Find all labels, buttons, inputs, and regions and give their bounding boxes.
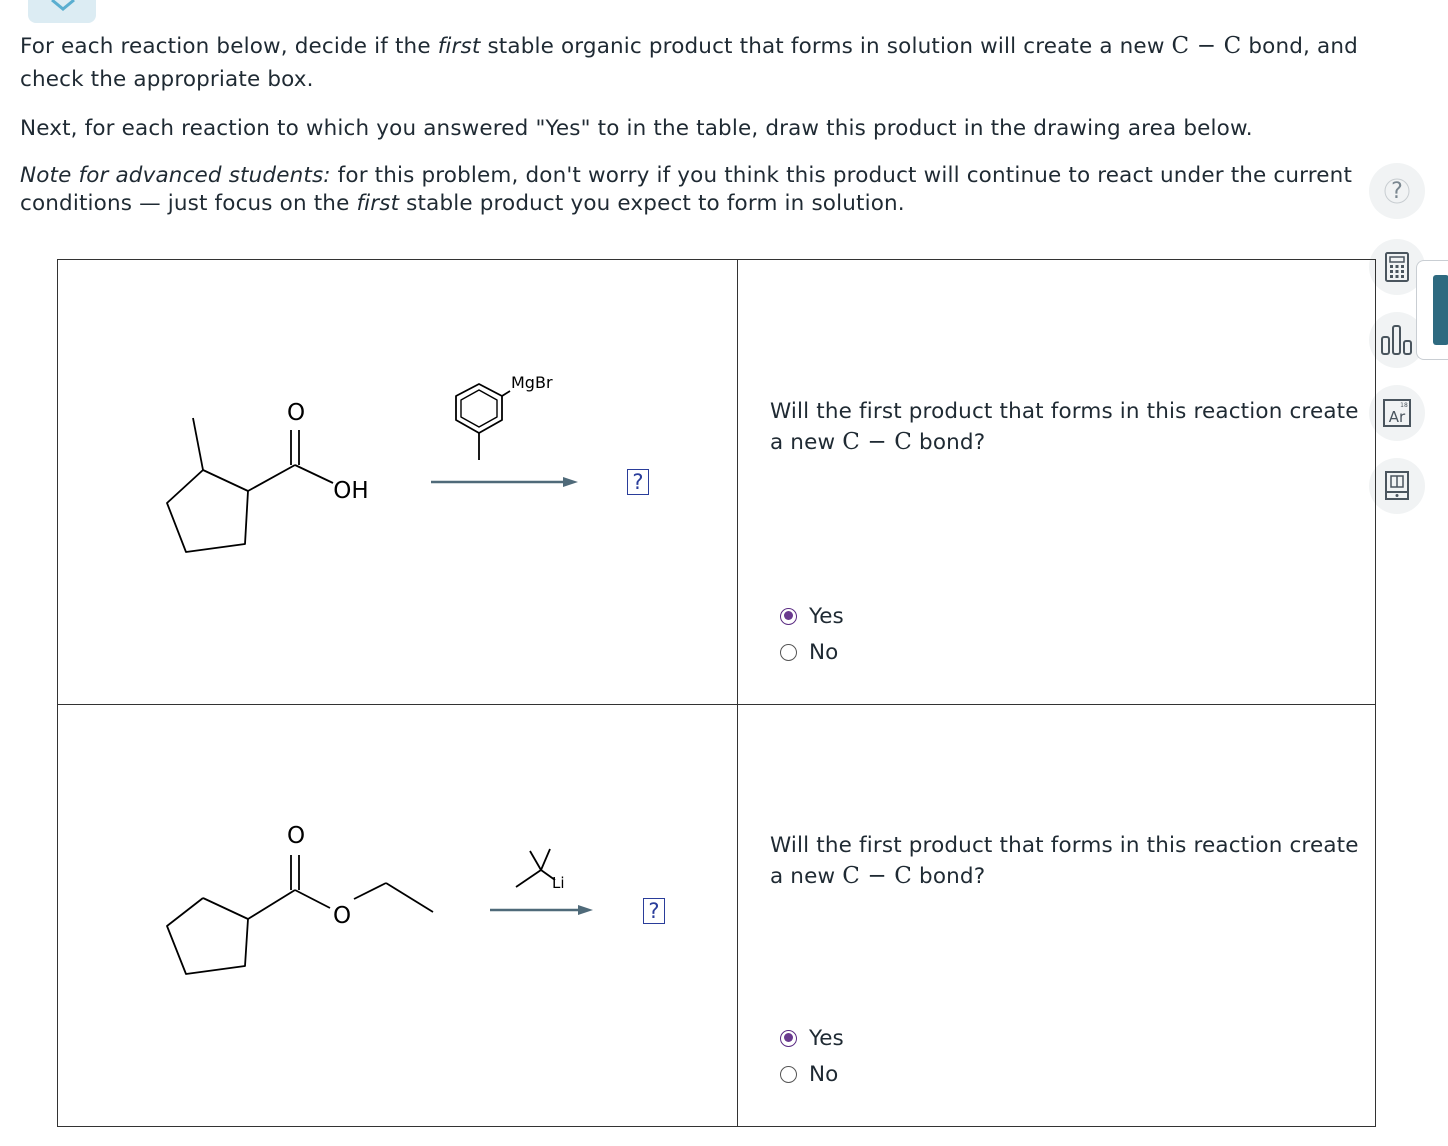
reaction-1-question: Will the first product that forms in this reaction create a new C − C bond? bbox=[770, 399, 1359, 455]
option-no[interactable]: No bbox=[780, 1056, 844, 1092]
reaction-2-choices bbox=[780, 1020, 844, 1092]
option-yes[interactable]: Yes bbox=[780, 598, 844, 634]
tert-butyl-bonds bbox=[516, 870, 541, 887]
product-placeholder[interactable]: ? bbox=[627, 469, 649, 495]
reaction-1-choices bbox=[780, 598, 844, 670]
reagent-label: MgBr bbox=[511, 373, 553, 392]
radio-button[interactable] bbox=[780, 644, 797, 661]
calculator-icon bbox=[1383, 251, 1411, 283]
cc-bond: C − C bbox=[1171, 33, 1242, 59]
ring-carbonyl-bond bbox=[248, 465, 295, 491]
atom-label-o-carbonyl: O bbox=[286, 823, 306, 849]
atom-label-oh: OH bbox=[333, 478, 369, 504]
instruction-paragraph-3: Note for advanced students: for this problem, don't worry if you think this product will continue to react under the current conditions — just focus on the first stable product you expect to form in solution. bbox=[20, 163, 1353, 216]
option-no[interactable]: No bbox=[780, 634, 844, 670]
cyclopentane-ring bbox=[167, 898, 248, 974]
reaction-2-scheme bbox=[58, 705, 737, 1128]
side-panel-tab[interactable] bbox=[1416, 260, 1448, 360]
methyl-bond bbox=[193, 418, 203, 470]
side-panel-handle bbox=[1433, 275, 1448, 345]
question-icon bbox=[1382, 176, 1412, 206]
option-yes[interactable]: Yes bbox=[780, 1020, 844, 1056]
benzene-ring bbox=[456, 384, 502, 433]
atom-label-o: O bbox=[286, 400, 306, 426]
book-icon bbox=[1383, 470, 1411, 502]
reference-book-button[interactable] bbox=[1369, 458, 1425, 514]
cyclopentane-ring bbox=[167, 470, 248, 552]
reaction-2-question: Will the first product that forms in this reaction create a new C − C bond? bbox=[770, 833, 1359, 889]
instruction-paragraph-2: Next, for each reaction to which you answered "Yes" to in the table, draw this product in the drawing area below. bbox=[20, 116, 1253, 141]
radio-button-checked[interactable] bbox=[780, 1030, 797, 1047]
periodic-element-icon bbox=[1382, 398, 1412, 428]
chevron-down-icon bbox=[50, 0, 76, 12]
radio-button-checked[interactable] bbox=[780, 608, 797, 625]
collapse-toggle[interactable] bbox=[28, 0, 96, 23]
instruction-paragraph-1: For each reaction below, decide if the first stable organic product that forms in solution will create a new C − C bond, and check the appropriate box. bbox=[20, 33, 1358, 92]
column-divider bbox=[737, 260, 738, 1126]
bar-chart-icon bbox=[1379, 323, 1415, 357]
radio-button[interactable] bbox=[780, 1066, 797, 1083]
c-oh-bond bbox=[295, 465, 333, 483]
instructions bbox=[20, 30, 1415, 218]
atom-label-o-ester: O bbox=[332, 903, 352, 929]
svg-text:Ar: Ar bbox=[1388, 408, 1406, 426]
reagent-label: Li bbox=[552, 874, 565, 892]
cc-bond: C − C bbox=[842, 429, 913, 455]
reactions-table bbox=[57, 259, 1376, 1127]
cc-bond: C − C bbox=[842, 863, 913, 889]
periodic-table-button[interactable] bbox=[1369, 385, 1425, 441]
help-button[interactable] bbox=[1369, 163, 1425, 219]
svg-text:?: ? bbox=[1391, 179, 1403, 204]
product-placeholder[interactable]: ? bbox=[643, 898, 665, 924]
svg-text:18: 18 bbox=[1400, 402, 1408, 409]
